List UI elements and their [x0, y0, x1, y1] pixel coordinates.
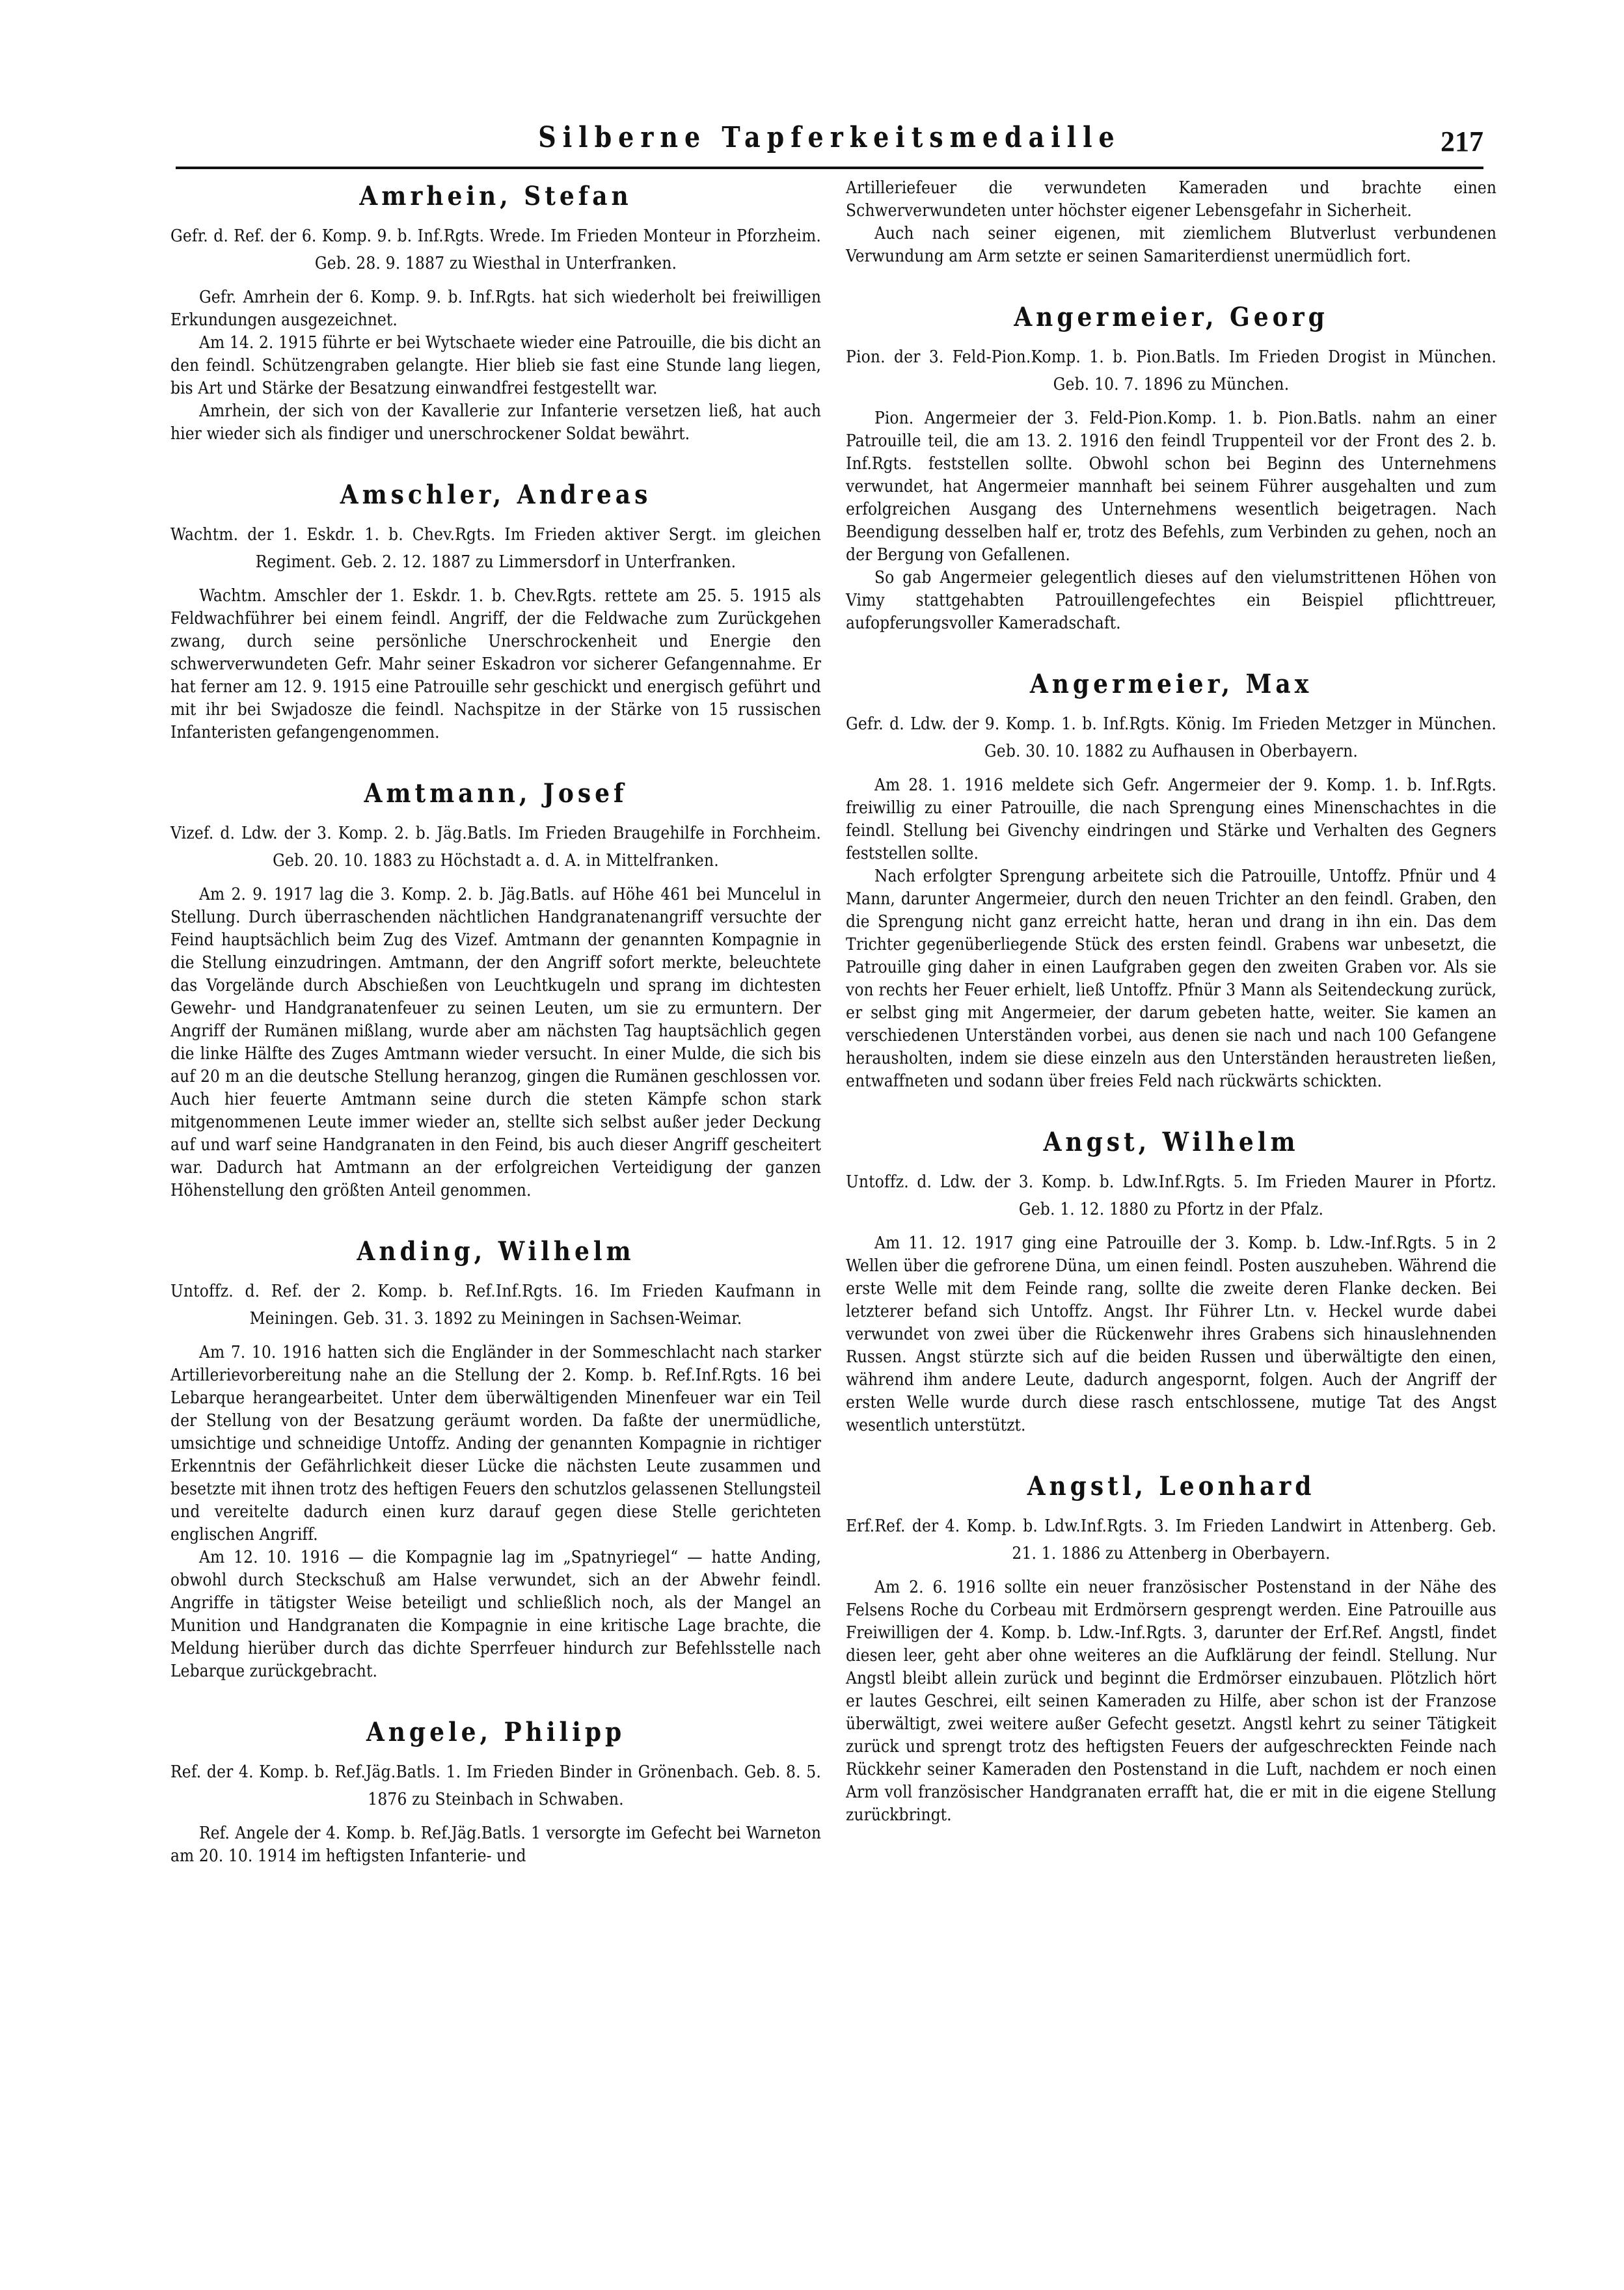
entry-paragraph: Pion. Angermeier der 3. Feld-Pion.Komp. 1. b. Pion.Batls. nahm an einer Patrouille teil, die am 13. 2. 1916 den feindl Truppenteil vor der Front des 2. b. Inf.Rgts. feststellen sollte. Obwohl schon bei Beginn des Unternehmens verwundet, hat Angermeier mannhaft bei seinem Führer ausgehalten und zum erfolgreichen Ausgang des Unternehmens wesentlich beigetragen. Nach Beendigung desselben half er, trotz des Befehls, zum Verbinden zu gehen, noch an der Bergung von Gefallenen. — [846, 409, 1496, 565]
entry-paragraph: So gab Angermeier gelegentlich dieses auf den vielumstrittenen Höhen von Vimy stattgehabten Patrouillengefechtes ein Beispiel pflichttreuer, aufopferungsvoller Kameradschaft. — [846, 568, 1496, 633]
entry-intro: Ref. der 4. Komp. b. Ref.Jäg.Batls. 1. Im Frieden Binder in Grönenbach. Geb. 8. 5. 1876 zu Steinbach in Schwaben. — [170, 1762, 821, 1809]
entry-name: Angele, Philipp — [366, 1717, 626, 1747]
entry-intro: Erf.Ref. der 4. Komp. b. Ldw.Inf.Rgts. 3. Im Frieden Landwirt in Attenberg. Geb. 21. 1. 1886 zu Attenberg in Oberbayern. — [846, 1516, 1496, 1563]
entry-paragraph: Wachtm. Amschler der 1. Eskdr. 1. b. Chev.Rgts. rettete am 25. 5. 1915 als Feldwachführer bei einem feindl. Angriff, der die Feldwache zum Zurückgehen zwang, durch seine persönliche Unerschrockenheit und Energie den schwerverwundeten Gefr. Mahr seiner Eskadron vor sicherer Gefangennahme. Er hat ferner am 12. 9. 1915 eine Patrouille sehr geschickt und energisch geführt und mit ihr bei Swjadosze die feindl. Nachspitze in der Stärke von 15 russischen Infanteristen gefangengenommen. — [170, 586, 821, 742]
entry-name: Amschler, Andreas — [340, 479, 652, 510]
running-head — [176, 122, 1483, 174]
entry-paragraph: Am 12. 10. 1916 — die Kompagnie lag im „Spatnyriegel“ — hatte Anding, obwohl durch Steckschuß am Halse verwundet, sich an der Abwehr feindl. Angriffe in tätigster Weise beteiligt und schließlich noch, als der Mangel an Munition und Handgranaten die Kompagnie in eine kritische Lage brachte, die Meldung hierüber durch das dichte Sperrfeuer hindurch zur Befehlsstelle nach Lebarque zurückgebracht. — [170, 1548, 821, 1681]
entry-anding-wilhelm — [170, 1232, 821, 1683]
entry-name: Angstl, Leonhard — [1027, 1471, 1316, 1502]
entry-angst-wilhelm — [846, 1123, 1496, 1437]
entry-paragraph: Am 11. 12. 1917 ging eine Patrouille der 3. Komp. b. Ldw.-Inf.Rgts. 5 in 2 Wellen über die gefrorene Düna, um einen feindl. Posten auszuheben. Während die erste Welle mit dem Feinde rang, sollte die zweite deren Flanke decken. Bei letzterer befand sich Untoffz. Angst. Ihr Führer Ltn. v. Heckel wurde dabei verwundet von zwei über die Rückenwehr ihres Grabens sich hinauslehnenden Russen. Angst stürzte sich auf die beiden Russen und überwältigte den einen, während ihm andere Leute, dadurch angespornt, folgen. Auch der Angriff der ersten Welle wurde durch diese rasch entschlossene, mutige Tat des Angst wesentlich unterstützt. — [846, 1233, 1496, 1435]
entry-amtmann-josef — [170, 774, 821, 1202]
entry-paragraph: Am 7. 10. 1916 hatten sich die Engländer in der Sommeschlacht nach starker Artillerievorbereitung nahe an die Stellung der 2. Komp. b. Ref.Inf.Rgts. 16 bei Lebarque herangearbeitet. Unter dem überwältigenden Minenfeuer war ein Teil der Stellung von der Besatzung geräumt worden. Da faßte der unermüdliche, umsichtige und schneidige Untoffz. Anding der genannten Kompagnie in richtiger Erkenntnis der Gefährlichkeit dieser Lücke die nächsten Leute zusammen und besetzte mit ihnen trotz des heftigen Feuers den schutzlos gelassenen Stellungsteil und vereitelte dadurch einen kurz darauf gegen diese Stelle gerichteten englischen Angriff. — [170, 1343, 821, 1544]
entry-intro: Untoffz. d. Ldw. der 3. Komp. b. Ldw.Inf.Rgts. 5. Im Frieden Maurer in Pfortz. Geb. 1. 12. 1880 zu Pfortz in der Pfalz. — [846, 1172, 1496, 1219]
entry-angermeier-max — [846, 665, 1496, 1093]
header-rule — [176, 167, 1483, 169]
entry-intro: Pion. der 3. Feld-Pion.Komp. 1. b. Pion.Batls. Im Frieden Drogist in München. Geb. 10. 7. 1896 zu München. — [846, 347, 1496, 394]
entry-paragraph: Am 14. 2. 1915 führte er bei Wytschaete wieder eine Patrouille, die bis dicht an den feindl. Schützengraben gelangte. Hier blieb sie fast eine Stunde lang liegen, bis Art und Stärke der Besatzung einwandfrei festgestellt war. — [170, 333, 821, 398]
left-column — [170, 177, 821, 1898]
entry-amrhein-stefan — [170, 177, 821, 446]
entry-intro: Vizef. d. Ldw. der 3. Komp. 2. b. Jäg.Batls. Im Frieden Braugehilfe in Forchheim. Geb. 20. 10. 1883 zu Höchstadt a. d. A. in Mittelfranken. — [170, 824, 821, 870]
continued-paragraph: Auch nach seiner eigenen, mit ziemlichem Blutverlust verbundenen Verwundung am Arm setzte er seinen Samariterdienst unermüdlich fort. — [846, 224, 1496, 266]
continued-paragraph: Artilleriefeuer die verwundeten Kameraden und brachte einen Schwerverwundeten unter höchster eigener Lebensgefahr in Sicherheit. — [846, 178, 1496, 221]
page-number: 217 — [1441, 126, 1483, 157]
entry-intro: Untoffz. d. Ref. der 2. Komp. b. Ref.Inf.Rgts. 16. Im Frieden Kaufmann in Meiningen. Geb. 31. 3. 1892 zu Meiningen in Sachsen-Weimar. — [170, 1282, 821, 1328]
entry-name: Amrhein, Stefan — [359, 181, 632, 211]
entry-name: Angermeier, Max — [1029, 669, 1313, 699]
entry-amschler-andreas — [170, 476, 821, 744]
entry-paragraph: Am 28. 1. 1916 meldete sich Gefr. Angermeier der 9. Komp. 1. b. Inf.Rgts. freiwillig zu einer Patrouille, die nach Sprengung eines Minenschachtes in die feindl. Stellung bei Givenchy eindringen und Stärke und Verhalten des Gegners feststellen sollte. — [846, 775, 1496, 863]
entry-paragraph: Amrhein, der sich von der Kavallerie zur Infanterie versetzen ließ, hat auch hier wieder sich als findiger und unerschrockener Soldat bewährt. — [170, 401, 821, 444]
entry-intro: Wachtm. der 1. Eskdr. 1. b. Chev.Rgts. Im Frieden aktiver Sergt. im gleichen Regiment. Geb. 2. 12. 1887 zu Limmersdorf in Unterfranken. — [170, 525, 821, 572]
right-column — [846, 177, 1496, 1857]
entry-name: Anding, Wilhelm — [357, 1236, 635, 1267]
entry-paragraph: Ref. Angele der 4. Komp. b. Ref.Jäg.Batls. 1 versorgte im Gefecht bei Warneton am 20. 10. 1914 im heftigsten Infanterie- und — [170, 1824, 821, 1866]
entry-name: Angermeier, Georg — [1014, 302, 1329, 332]
entry-name: Amtmann, Josef — [364, 778, 628, 809]
entry-continuation — [846, 177, 1496, 268]
running-title: Silberne Tapferkeitsmedaille — [538, 120, 1121, 154]
entry-paragraph: Nach erfolgter Sprengung arbeitete sich die Patrouille, Untoffz. Pfnür und 4 Mann, darunter Angermeier, durch den neuen Trichter an den feindl. Graben, den die Sprengung nicht ganz erreicht hatte, heran und drang in ihn ein. Das dem Trichter gegenüberliegende Stück des ersten feindl. Grabens war unbesetzt, die Patrouille ging daher in einen Laufgraben gegen den zweiten Graben vor. Als sie von rechts her Feuer erhielt, ließ Untoffz. Pfnür 3 Mann als Seitendeckung zurück, er selbst ging mit Angermeier, der darum gebeten hatte, weiter. Sie kamen an verschiedenen Unterständen vorbei, aus denen sie nach und nach 100 Gefangene herausholten, indem sie diese einzeln aus den Unterständen heraustreten ließen, entwaffneten und sodann über freies Feld nach rückwärts schickten. — [846, 867, 1496, 1091]
entry-name: Angst, Wilhelm — [1043, 1127, 1299, 1157]
entry-intro: Gefr. d. Ref. der 6. Komp. 9. b. Inf.Rgts. Wrede. Im Frieden Monteur in Pforzheim. Geb. 28. 9. 1887 zu Wiesthal in Unterfranken. — [170, 226, 821, 273]
entry-paragraph: Gefr. Amrhein der 6. Komp. 9. b. Inf.Rgts. hat sich wiederholt bei freiwilligen Erkundungen ausgezeichnet. — [170, 288, 821, 330]
entry-paragraph: Am 2. 6. 1916 sollte ein neuer französischer Postenstand in der Nähe des Felsens Roche du Corbeau mit Erdmörsern gesprengt werden. Eine Patrouille aus Freiwilligen der 4. Komp. b. Ldw.-Inf.Rgts. 3, darunter der Erf.Ref. Angstl, findet diesen leer, geht aber ohne weiteres an die Aufklärung der feindl. Stellung. Nur Angstl bleibt allein zurück und beginnt die Erdmörser einzubauen. Plötzlich hört er lautes Geschrei, eilt seinen Kameraden zu Hilfe, aber schon ist der Franzose überwältigt, zwei weitere außer Gefecht gesetzt. Angstl kehrt zu seiner Tätigkeit zurück und sprengt trotz des heftigsten Feuers der aufgeschreckten Feinde nach Rückkehr seiner Kameraden den Postenstand in die Luft, nachdem er noch einen Arm voll französischer Handgranaten errafft hat, die er mit in die eigene Stellung zurückbringt. — [846, 1578, 1496, 1825]
entry-angermeier-georg — [846, 298, 1496, 635]
entry-angstl-leonhard — [846, 1467, 1496, 1827]
entry-angele-philipp — [170, 1713, 821, 1868]
entry-intro: Gefr. d. Ldw. der 9. Komp. 1. b. Inf.Rgts. König. Im Frieden Metzger in München. Geb. 30. 10. 1882 zu Aufhausen in Oberbayern. — [846, 714, 1496, 761]
entry-paragraph: Am 2. 9. 1917 lag die 3. Komp. 2. b. Jäg.Batls. auf Höhe 461 bei Muncelul in Stellung. Durch überraschenden nächtlichen Handgranatenangriff versuchte der Feind hauptsächlich beim Zug des Vizef. Amtmann der genannten Kompagnie in die Stellung einzudringen. Amtmann, der den Angriff sofort merkte, beleuchtete das Vorgelände durch Abschießen von Leuchtkugeln und sprang im dichtesten Gewehr- und Handgranatenfeuer zu seinen Leuten, um sie zu ermuntern. Der Angriff der Rumänen mißlang, wurde aber am nächsten Tag hauptsächlich gegen die linke Hälfte des Zuges Amtmann wieder versucht. In einer Mulde, die sich bis auf 20 m an die deutsche Stellung heranzog, gingen die Rumänen geschlossen vor. Auch hier feuerte Amtmann seine durch die steten Kämpfe schon stark mitgenommenen Leute immer wieder an, stellte sich selbst außer jeder Deckung auf und warf seine Handgranaten in den Feind, bis auch dieser Angriff gescheitert war. Dadurch hat Amtmann an der erfolgreichen Verteidigung der ganzen Höhenstellung den größten Anteil genommen. — [170, 885, 821, 1200]
